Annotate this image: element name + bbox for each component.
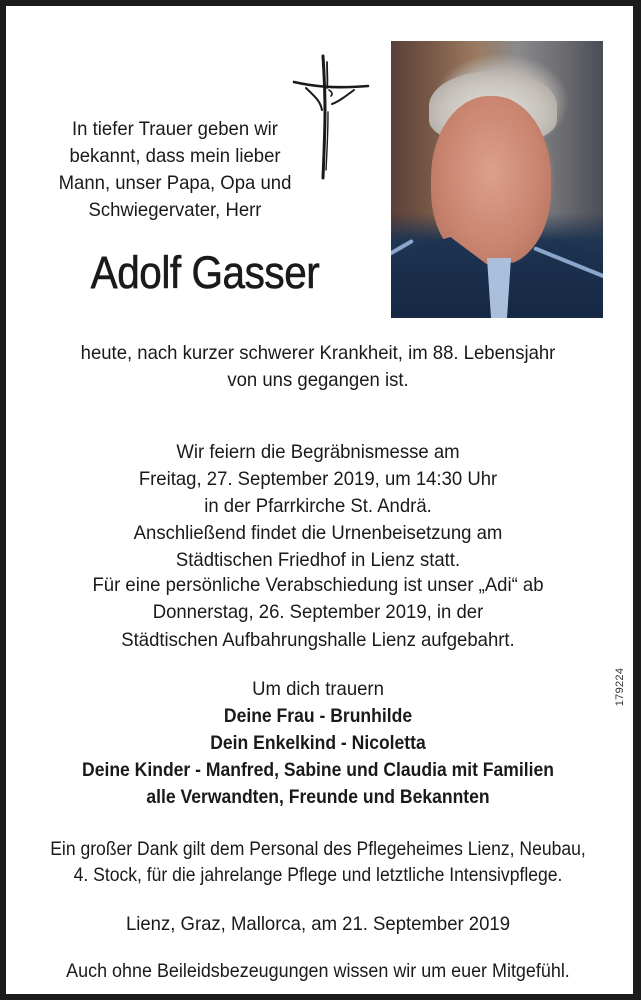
funeral-line	[16, 521, 620, 545]
passing-line	[16, 341, 620, 365]
thanks-text: Ein großer Dank gilt dem Personal des Pflegeheimes Lienz, Neubau,	[50, 838, 586, 860]
thanks-line	[32, 837, 604, 861]
portrait-photo	[391, 41, 603, 318]
reference-number: 179224	[614, 667, 626, 707]
passing-text: heute, nach kurzer schwerer Krankheit, im 88. Lebensjahr	[80, 342, 556, 364]
mourner-line	[32, 758, 604, 782]
mourner-line	[32, 785, 604, 809]
funeral-text: Freitag, 27. September 2019, um 14:30 Uhr	[138, 468, 498, 490]
closing-line	[25, 959, 610, 983]
funeral-line	[16, 440, 620, 464]
intro-text: Schwiegervater, Herr	[88, 199, 262, 221]
intro-text: In tiefer Trauer geben wir	[72, 118, 278, 140]
mourner-text: alle Verwandten, Freunde und Bekannten	[146, 786, 490, 808]
funeral-line	[16, 548, 620, 572]
funeral-line	[16, 494, 620, 518]
mourners-intro	[16, 677, 620, 701]
place-date-text: Lienz, Graz, Mallorca, am 21. September 2019	[125, 913, 511, 935]
mourner-text: Deine Kinder - Manfred, Sabine und Claudia mit Familien	[82, 759, 554, 781]
crucifix-icon	[292, 52, 372, 182]
intro-text: bekannt, dass mein lieber	[69, 145, 281, 167]
viewing-text: Donnerstag, 26. September 2019, in der	[152, 601, 484, 623]
mourner-line	[32, 704, 604, 728]
mourner-line	[32, 731, 604, 755]
mourner-text: Deine Frau - Brunhilde	[223, 705, 413, 727]
funeral-text: Städtischen Friedhof in Lienz statt.	[175, 549, 461, 571]
passing-line	[16, 368, 620, 392]
funeral-text: Anschließend findet die Urnenbeisetzung am	[133, 522, 503, 544]
viewing-line	[16, 573, 620, 597]
viewing-line	[16, 600, 620, 624]
funeral-text: in der Pfarrkirche St. Andrä.	[204, 495, 432, 517]
mourners-intro-text: Um dich trauern	[252, 678, 384, 700]
intro-line	[9, 198, 342, 222]
mourner-text: Dein Enkelkind - Nicoletta	[210, 732, 426, 754]
viewing-text: Für eine persönliche Verabschiedung ist unser „Adi“ ab	[92, 574, 544, 596]
thanks-line	[32, 863, 604, 887]
funeral-line	[16, 467, 620, 491]
viewing-text: Städtischen Aufbahrungshalle Lienz aufgebahrt.	[121, 629, 515, 651]
intro-text: Mann, unser Papa, Opa und	[58, 172, 292, 194]
thanks-text: 4. Stock, für die jahrelange Pflege und letztliche Intensivpflege.	[73, 864, 563, 886]
place-date	[16, 912, 620, 936]
passing-text: von uns gegangen ist.	[227, 369, 409, 391]
closing-text: Auch ohne Beileidsbezeugungen wissen wir um euer Mitgefühl.	[66, 960, 570, 982]
viewing-line	[16, 628, 620, 652]
deceased-name: Adolf Gasser	[90, 247, 320, 298]
funeral-text: Wir feiern die Begräbnismesse am	[176, 441, 460, 463]
